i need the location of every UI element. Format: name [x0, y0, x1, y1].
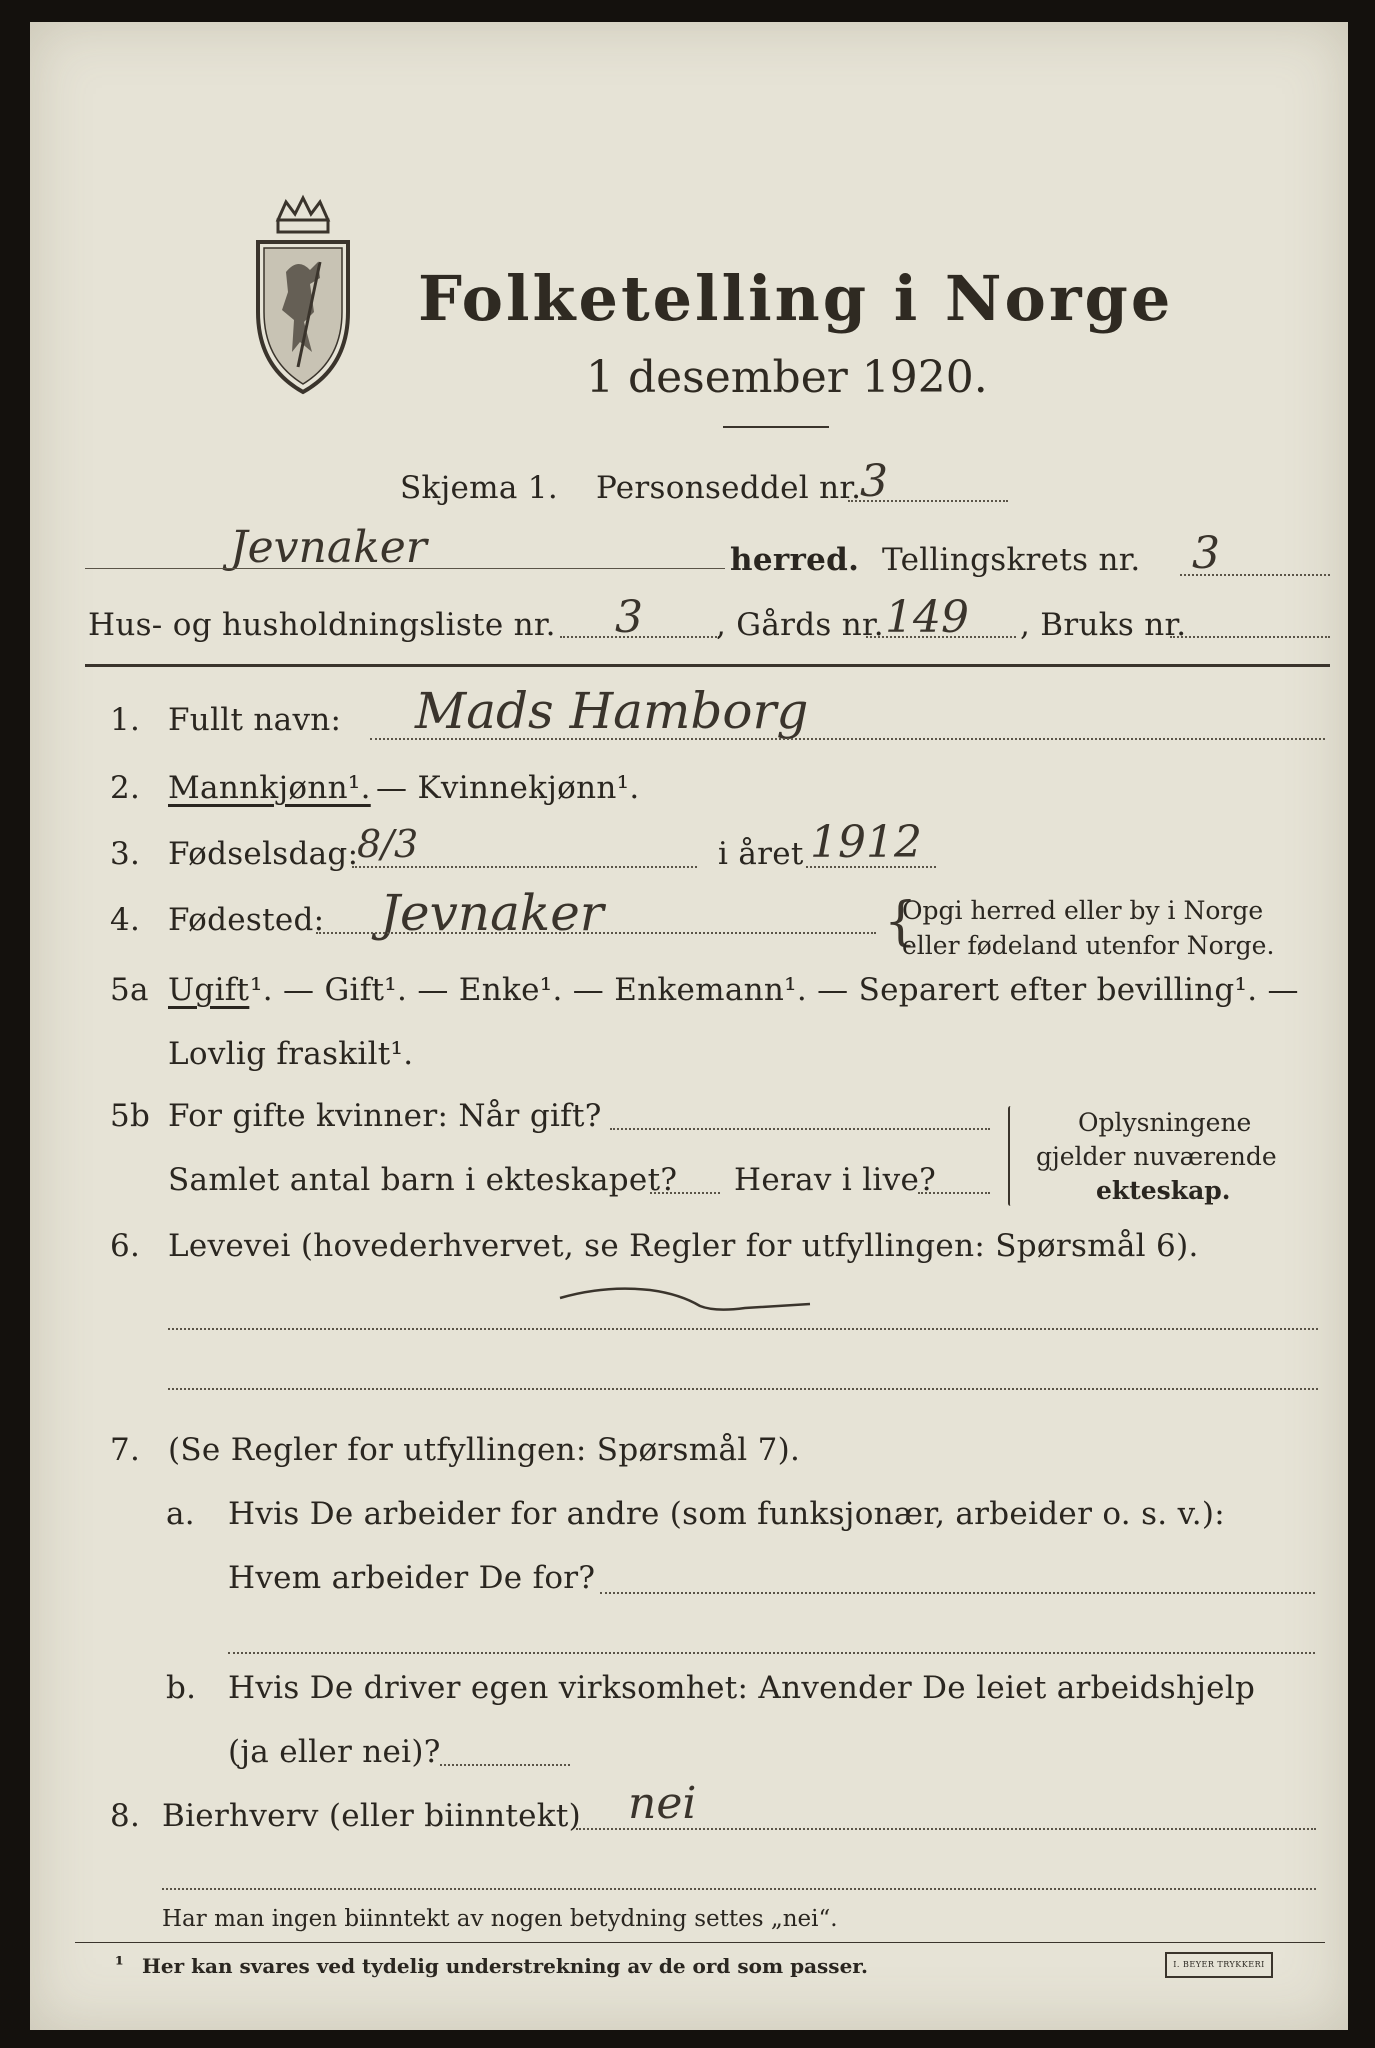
q2-number: 2. — [110, 770, 141, 806]
tellingskrets-line — [1180, 574, 1330, 576]
schema-label: Skjema 1. — [400, 470, 558, 506]
q7b-line2: (ja eller nei)? — [228, 1734, 441, 1770]
bruks-label: , Bruks nr. — [1020, 607, 1187, 643]
q4-birthplace: Jevnaker — [380, 884, 604, 942]
q6-dash-mark-icon — [555, 1280, 815, 1320]
hus-label: Hus- og husholdningsliste nr. — [88, 607, 556, 643]
q7b-number: b. — [166, 1670, 197, 1706]
q1-label: Fullt navn: — [168, 702, 342, 738]
q5b-note-line3: ekteskap. — [1096, 1176, 1231, 1205]
q5b-note-line2: gjelder nuværende — [1036, 1142, 1277, 1171]
q3-birth-year: 1912 — [810, 817, 922, 868]
q8-line2 — [162, 1888, 1316, 1890]
norway-coat-of-arms-icon — [248, 192, 358, 402]
q5b-children-line — [650, 1192, 720, 1194]
q5b-married-line — [610, 1128, 990, 1130]
q5a-options: ¹. — Gift¹. — Enke¹. — Enkemann¹. — Separert efter bevilling¹. — — [250, 972, 1299, 1008]
personseddel-value: 3 — [860, 456, 888, 507]
q5b-brace — [1008, 1106, 1013, 1206]
q7a-employer-line — [600, 1592, 1315, 1594]
form-title: Folketelling i Norge — [418, 262, 1174, 335]
q6-line1 — [168, 1328, 1318, 1330]
q7-number: 7. — [110, 1432, 141, 1468]
bruks-line — [1170, 636, 1330, 638]
q4-note-line1: Opgi herred eller by i Norge — [902, 896, 1264, 925]
q8-line — [576, 1828, 1316, 1830]
q2-female: — Kvinnekjønn¹. — [376, 770, 640, 806]
census-form — [30, 22, 1348, 2030]
q5b-alive-line — [918, 1192, 990, 1194]
tellingskrets-value: 3 — [1192, 528, 1220, 579]
q8-value: nei — [628, 1778, 697, 1829]
title-divider — [723, 426, 829, 428]
q4-line — [316, 932, 876, 934]
q7a-number: a. — [166, 1496, 195, 1532]
q5b-line1: For gifte kvinner: Når gift? — [168, 1098, 602, 1134]
q3-birth-day: 8/3 — [357, 822, 419, 866]
q7a-line2 — [228, 1652, 1315, 1654]
header-separator — [85, 664, 1330, 667]
q7b-answer-line — [440, 1764, 570, 1766]
q3-year-line — [806, 866, 936, 868]
q5a-number: 5a — [110, 972, 149, 1008]
footnote-divider — [75, 1942, 1325, 1943]
q7a-line1: Hvis De arbeider for andre (som funksjonær, arbeider o. s. v.): — [228, 1496, 1226, 1532]
q8-label: Bierhverv (eller biinntekt) — [162, 1798, 582, 1834]
census-date: 1 desember 1920. — [586, 352, 988, 403]
tellingskrets-label: Tellingskrets nr. — [882, 542, 1141, 578]
q6-label: Levevei (hovederhvervet, se Regler for utfyllingen: Spørsmål 6). — [168, 1228, 1199, 1264]
q3-number: 3. — [110, 836, 141, 872]
personseddel-line — [848, 500, 1008, 502]
personseddel-label: Personseddel nr. — [596, 470, 862, 506]
q5b-number: 5b — [110, 1098, 151, 1134]
hus-line — [560, 636, 720, 638]
herred-value: Jevnaker — [230, 522, 427, 573]
q4-note-line2: eller fødeland utenfor Norge. — [902, 931, 1275, 960]
gards-label: , Gårds nr. — [716, 607, 884, 643]
q2-male: Mannkjønn¹. — [168, 770, 371, 806]
q6-number: 6. — [110, 1228, 141, 1264]
q5b-alive-label: Herav i live? — [734, 1162, 937, 1198]
q5b-children-label: Samlet antal barn i ekteskapet? — [168, 1162, 678, 1198]
footnote-text: Her kan svares ved tydelig understrekning av de ord som passer. — [142, 1954, 868, 1978]
nei-note: Har man ingen biinntekt av nogen betydning settes „nei“. — [162, 1906, 838, 1932]
q4-number: 4. — [110, 902, 141, 938]
q4-brace: { — [884, 892, 918, 952]
q7a-employer-label: Hvem arbeider De for? — [228, 1560, 596, 1596]
herred-label: herred. — [730, 542, 860, 578]
q3-year-label: i året — [718, 836, 804, 872]
herred-line — [85, 568, 725, 569]
q5a-ugift: Ugift — [168, 972, 250, 1008]
q1-full-name: Mads Hamborg — [415, 682, 809, 740]
q1-line — [370, 738, 1325, 740]
q7b-line1: Hvis De driver egen virksomhet: Anvender De leiet arbeidshjelp — [228, 1670, 1256, 1706]
q3-label: Fødselsdag: — [168, 836, 359, 872]
q3-day-line — [352, 866, 697, 868]
q4-label: Fødested: — [168, 902, 325, 938]
printer-stamp: I. BEYER TRYKKERI — [1165, 1952, 1273, 1978]
hus-value: 3 — [615, 592, 643, 643]
footnote-mark: ¹ — [115, 1952, 124, 1976]
q1-number: 1. — [110, 702, 141, 738]
gards-value: 149 — [885, 592, 969, 643]
q6-line2 — [168, 1388, 1318, 1390]
q7-label: (Se Regler for utfyllingen: Spørsmål 7). — [168, 1432, 801, 1468]
q5a-fraskilt: Lovlig fraskilt¹. — [168, 1036, 414, 1072]
q8-number: 8. — [110, 1798, 141, 1834]
gards-line — [866, 636, 1016, 638]
q5b-note-line1: Oplysningene — [1078, 1108, 1252, 1137]
